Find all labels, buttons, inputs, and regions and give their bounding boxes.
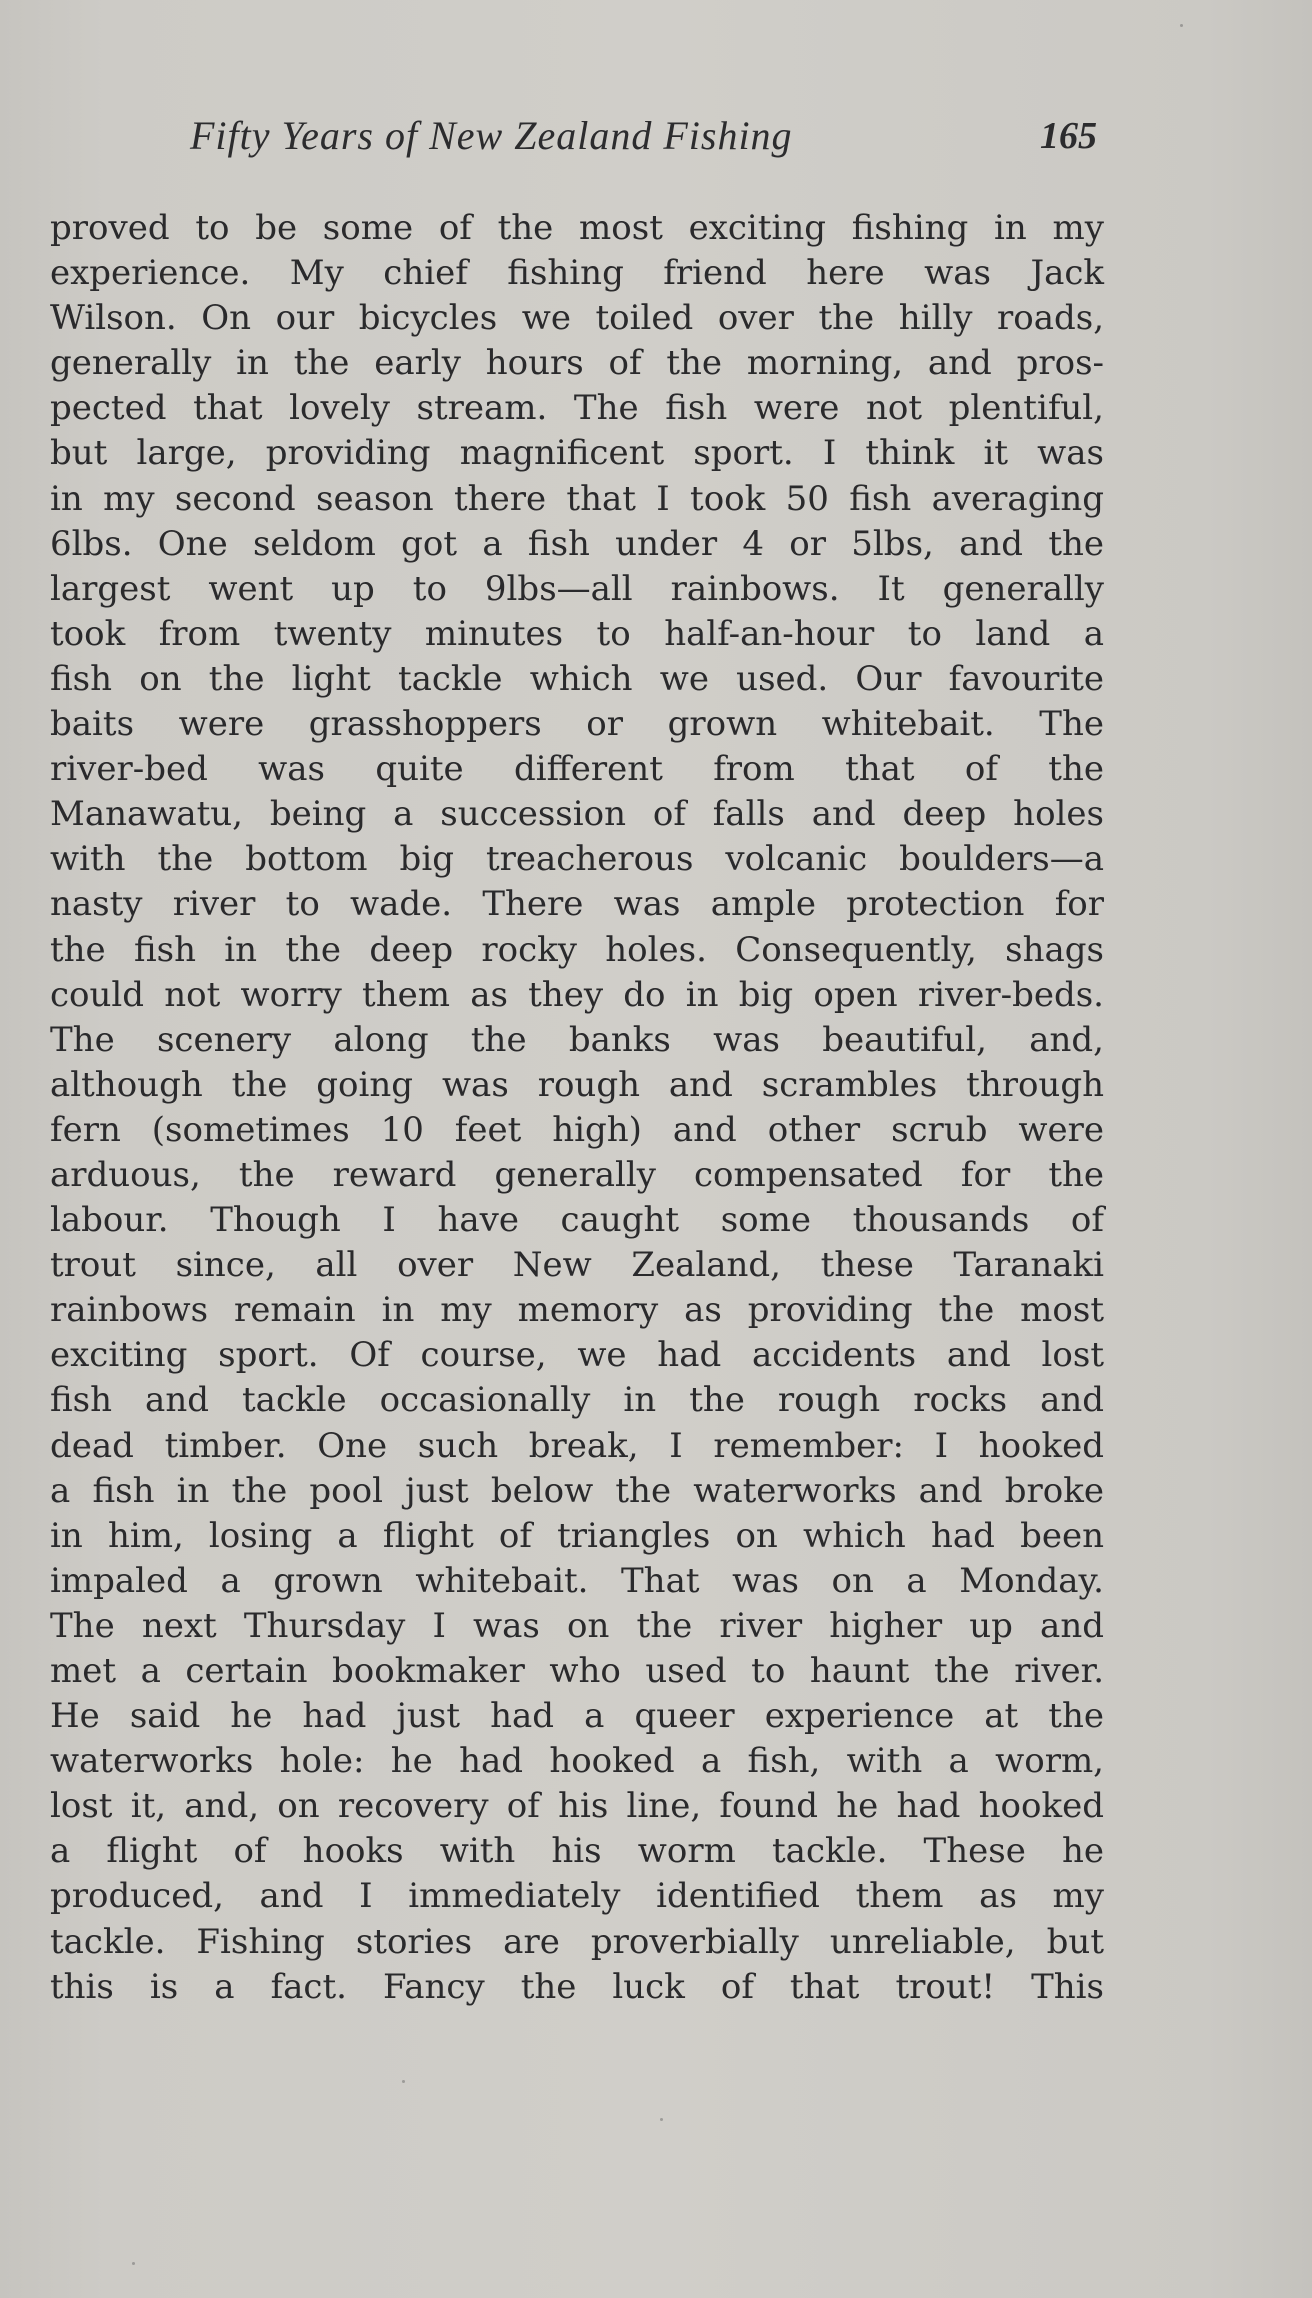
page-header — [0, 112, 1312, 172]
text-line-13: river-bed was quite different from that of the — [50, 749, 1104, 790]
text-line-7: in my second season there that I took 50 fish averaging — [50, 478, 1104, 519]
text-line-36: lost it, and, on recovery of his line, found he had hooked — [50, 1786, 1104, 1827]
text-line-38: produced, and I immediately identified them as my — [50, 1876, 1104, 1917]
text-line-31: impaled a grown whitebait. That was on a Monday. — [50, 1560, 1104, 1601]
text-line-14: Manawatu, being a succession of falls and deep holes — [50, 794, 1104, 835]
paper-speck — [1180, 24, 1183, 27]
text-line-2: experience. My chief fishing friend here was Jack — [50, 253, 1104, 294]
text-line-40: this is a fact. Fancy the luck of that trout! This — [50, 1966, 1104, 2007]
text-line-19: The scenery along the banks was beautiful, and, — [50, 1019, 1104, 1060]
text-line-5: pected that lovely stream. The fish were not plentiful, — [50, 388, 1104, 429]
text-line-27: fish and tackle occasionally in the rough rocks and — [50, 1380, 1104, 1421]
text-line-32: The next Thursday I was on the river higher up and — [50, 1605, 1104, 1646]
text-line-10: took from twenty minutes to half-an-hour to land a — [50, 613, 1104, 654]
text-line-22: arduous, the reward generally compensated for the — [50, 1154, 1104, 1195]
text-line-23: labour. Though I have caught some thousands of — [50, 1200, 1104, 1241]
text-line-21: fern (sometimes 10 feet high) and other scrub were — [50, 1109, 1104, 1150]
text-line-20: although the going was rough and scrambles through — [50, 1064, 1104, 1105]
text-line-37: a flight of hooks with his worm tackle. These he — [50, 1831, 1104, 1872]
text-line-12: baits were grasshoppers or grown whitebait. The — [50, 704, 1104, 745]
text-line-18: could not worry them as they do in big open river-beds. — [50, 974, 1104, 1015]
text-line-25: rainbows remain in my memory as providing the most — [50, 1290, 1104, 1331]
text-line-17: the fish in the deep rocky holes. Consequently, shags — [50, 929, 1104, 970]
text-line-6: but large, providing magnificent sport. I think it was — [50, 433, 1104, 474]
text-line-26: exciting sport. Of course, we had accidents and lost — [50, 1335, 1104, 1376]
paper-speck — [132, 2262, 135, 2265]
paper-speck — [402, 2080, 405, 2083]
text-line-15: with the bottom big treacherous volcanic boulders—a — [50, 839, 1104, 880]
text-line-9: largest went up to 9lbs—all rainbows. It generally — [50, 568, 1104, 609]
running-title: Fifty Years of New Zealand Fishing — [190, 113, 793, 158]
text-line-35: waterworks hole: he had hooked a fish, with a worm, — [50, 1741, 1104, 1782]
text-line-1: proved to be some of the most exciting fishing in my — [50, 208, 1104, 248]
text-line-16: nasty river to wade. There was ample protection for — [50, 884, 1104, 925]
text-line-11: fish on the light tackle which we used. Our favourite — [50, 658, 1104, 699]
body-text — [50, 206, 1104, 2010]
page-number: 165 — [1040, 115, 1097, 157]
text-line-33: met a certain bookmaker who used to haunt the river. — [50, 1651, 1104, 1691]
text-line-30: in him, losing a flight of triangles on which had been — [50, 1515, 1104, 1556]
text-line-29: a fish in the pool just below the waterworks and broke — [50, 1470, 1104, 1511]
text-line-8: 6lbs. One seldom got a fish under 4 or 5lbs, and the — [50, 523, 1104, 564]
text-line-34: He said he had just had a queer experience at the — [50, 1696, 1104, 1737]
text-line-28: dead timber. One such break, I remember: I hooked — [50, 1425, 1104, 1466]
text-line-3: Wilson. On our bicycles we toiled over the hilly roads, — [50, 298, 1104, 339]
text-line-24: trout since, all over New Zealand, these Taranaki — [50, 1245, 1104, 1286]
text-line-4: generally in the early hours of the morning, and pros- — [50, 343, 1104, 384]
paper-speck — [660, 2118, 663, 2121]
text-line-39: tackle. Fishing stories are proverbially unreliable, but — [50, 1921, 1104, 1962]
